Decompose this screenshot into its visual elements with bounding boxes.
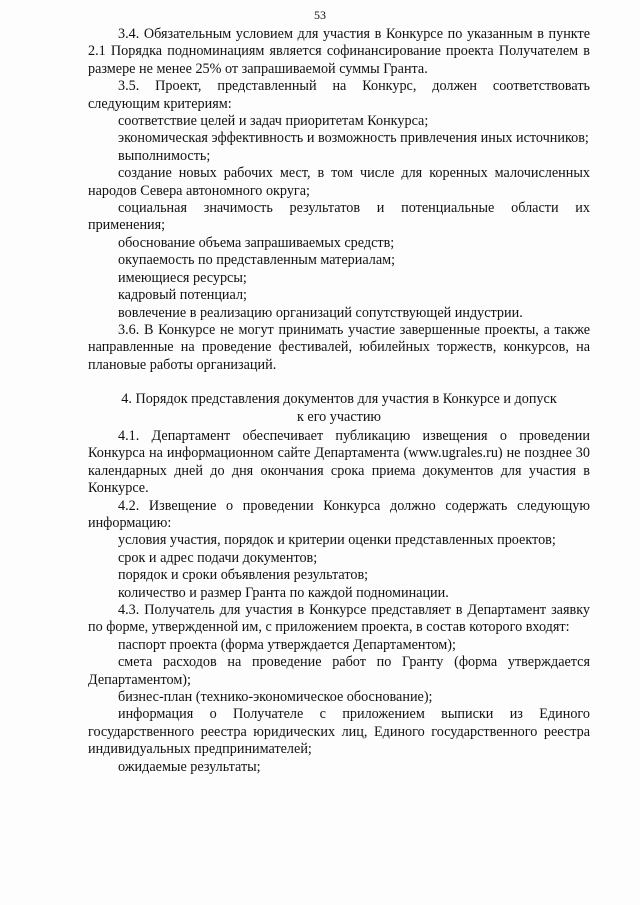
spacer (88, 374, 590, 391)
list-item: создание новых рабочих мест, в том числе для коренных малочисленных народов Севера автономного округа; (88, 165, 590, 199)
list-item: обоснование объема запрашиваемых средств; (118, 234, 395, 251)
paragraph: 3.5. Проект, представленный на Конкурс, должен соответствовать следующим критериям: (88, 78, 590, 112)
list-item: кадровый потенциал; (118, 287, 247, 304)
list-item: порядок и сроки объявления результатов; (118, 567, 369, 584)
list-item: срок и адрес подачи документов; (118, 549, 318, 566)
list-item: окупаемость по представленным материалам; (118, 252, 396, 269)
paragraph: 3.6. В Конкурсе не могут принимать участие завершенные проекты, а также направленные на проведение фестивалей, юбилейных торжеств, конкурсов, на плановые работы организаций. (88, 321, 590, 373)
list-item: ожидаемые результаты; (118, 758, 261, 775)
heading-line: к его участию (296, 408, 382, 425)
list-item: социальная значимость результатов и потенциальные области их применения; (88, 200, 590, 234)
paragraph: 4.2. Извещение о проведении Конкурса должно содержать следующую информацию: (88, 497, 590, 531)
section-4-text (88, 428, 590, 776)
paragraph: 4.3. Получатель для участия в Конкурсе представляет в Департамент заявку по форме, утвержденной им, с приложением проекта, в состав которого входят: (88, 602, 590, 636)
list-item: имеющиеся ресурсы; (118, 269, 247, 286)
list-item: экономическая эффективность и возможность привлечения иных источников; (118, 130, 589, 147)
heading-line: 4. Порядок представления документов для участия в Конкурсе и допуск (121, 391, 557, 408)
list-item: выполнимость; (118, 147, 211, 164)
list-item: информация о Получателе с приложением выписки из Единого государственного реестра юридических лиц, Единого государственного реестра индивидуальных предпринимателей; (88, 706, 590, 758)
list-item: вовлечение в реализацию организаций сопутствующей индустрии. (118, 304, 523, 321)
list-item: бизнес-план (технико-экономическое обоснование); (118, 689, 433, 706)
list-item: смета расходов на проведение работ по Гранту (форма утверждается Департаментом); (88, 654, 590, 688)
list-item: условия участия, порядок и критерии оценки представленных проектов; (118, 532, 556, 549)
list-item: соответствие целей и задач приоритетам Конкурса; (118, 113, 429, 130)
paragraph: 4.1. Департамент обеспечивает публикацию извещения о проведении Конкурса на информационном сайте Департамента (www.ugrales.ru) не позднее 30 календарных дней до дня окончания срока приема документов для участия в Конкурсе. (88, 427, 590, 497)
page-number: 53 (314, 8, 326, 22)
list-item: паспорт проекта (форма утверждается Департаментом); (118, 636, 456, 653)
section-4-heading (88, 391, 590, 426)
section-3-text (88, 26, 590, 374)
paragraph: 3.4. Обязательным условием для участия в Конкурсе по указанным в пункте 2.1 Порядка подноминациям является софинансирование проекта Получателем в размере не менее 25% от запрашиваемой суммы Гранта. (88, 26, 590, 77)
list-item: количество и размер Гранта по каждой подноминации. (118, 584, 449, 601)
document-body (88, 26, 590, 776)
